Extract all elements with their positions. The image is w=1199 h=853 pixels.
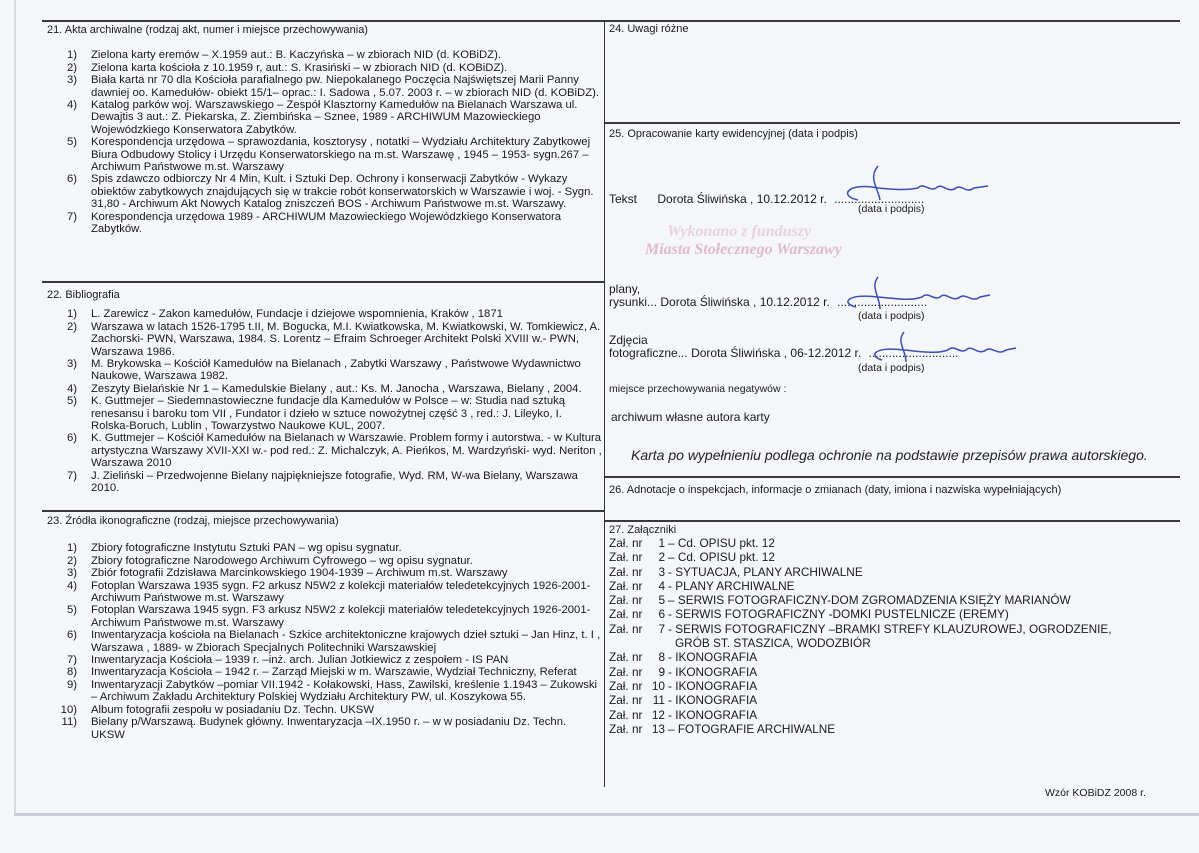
list-item: 3) M. Brykowska – Kościół Kamedułów na Bielanach , Zabytki Warszawy , Państwowe Wydawnictwo Naukowe, Warszawa 1982. [66, 358, 581, 383]
author-date: Dorota Śliwińska , 06-12.2012 r. [691, 346, 862, 360]
attachment-item: Zał. nr 6 - SERWIS FOTOGRAFICZNY -DOMKI PUSTELNICZE (EREMY) [609, 607, 1009, 622]
section-bibliography [47, 289, 602, 495]
list-item: 5) Fotoplan Warszawa 1945 sygn. F3 arkusz N5W2 z kolekcji materiałów teledetekcyjnych 1926-2001- Archiwum Państwowe m.st. Warszawy [66, 604, 591, 629]
attachment-item: Zał. nr 12 - IKONOGRAFIA [609, 707, 758, 722]
list-item: 3) Zbiór fotografii Zdzisława Marcinkowskiego 1904-1939 – Archiwum m.st. Warszawy [66, 567, 508, 580]
attachment-item: Zał. nr 3 - SYTUACJA, PLANY ARCHIWALNE [609, 564, 863, 579]
attachment-item: Zał. nr 8 - IKONOGRAFIA [609, 650, 758, 665]
signature-icon [840, 275, 1000, 315]
attachment-item: Zał. nr 9 - IKONOGRAFIA [609, 664, 758, 679]
list-item: 4) Fotoplan Warszawa 1935 sygn. F2 arkusz N5W2 z kolekcji materiałów teledetekcyjnych 1926-2001- Archiwum Państwowe m.st. Warszawy [66, 579, 591, 605]
section-title: 24. Uwagi różne [609, 23, 689, 35]
divider-25-26 [604, 476, 1180, 478]
list-item: 7) Korespondencja urzędowa 1989 - ARCHIWUM Mazowieckiego Wojewódzkiego Konserwatora Zabytków. [66, 210, 562, 236]
section-inspections [609, 484, 1061, 496]
list-item: 2) Zbiory fotograficzne Narodowego Archiwum Cyfrowego – wg opisu sygnatur. [66, 554, 473, 567]
list-item: 2) Zielona karta kościoła z 10.1959 r, aut.: S. Krasiński – w zbiorach NID (d. KOBiDZ). [66, 61, 508, 74]
attachment-item: Zał. nr 1 – Cd. OPISU pkt. 12 [609, 536, 775, 550]
list-item: 5) Korespondencja urzędowa – sprawozdania, kosztorysy , notatki – Wydziału Architektury Zabytkowej Biura Odbudowy Stolicy i Urzędu Konserwatorskiego na m.st. Warszawę , 1945 – 1953- sygn.267 – Archiwum Państwowe m.st. Warszawy [66, 136, 591, 174]
author-date: Dorota Śliwińska , 10.12.2012 r. [657, 192, 827, 206]
attachment-item: Zał. nr 5 – SERWIS FOTOGRAFICZNY-DOM ZGROMADZENIA KSIĘŻY MARIANÓW [609, 593, 1071, 608]
list-item: 6) Inwentaryzacja kościoła na Bielanach - Szkice architektoniczne krajowych dzieł sztuki – Jan Hinz, t. I , Warszawa , 1889- w Zbiorach Specjalnych Politechniki Warszawskiej [66, 629, 601, 654]
signature-caption: (data i podpis) [858, 203, 925, 215]
page-edge [14, 813, 1199, 816]
bibliography-list [47, 308, 602, 494]
section-archival-records [47, 24, 602, 236]
signature-dots: ........................... [868, 346, 959, 360]
section-title: 25. Opracowanie karty ewidencyjnej (data i podpis) [609, 128, 858, 140]
row-label: Tekst [609, 192, 638, 206]
signature-icon [868, 330, 1028, 368]
list-item: 2) Warszawa w latach 1526-1795 t.II, M. Bogucka, M.I. Kwiatkowska, M. Kwiatkowski, W. Tomkiewicz, A. Zachorski- PWN, Warszawa, 1984. S. Lorentz – Efraim Schroeger Architekt Polski XVIII w.- PWN, Warszawa 1986. [66, 320, 601, 358]
section-title: 22. Bibliografia [47, 289, 120, 301]
divider-24-25 [604, 122, 1180, 124]
negatives-label: miejsce przechowywania negatywów : [609, 383, 787, 395]
photos-author-row: Zdjęcia fotograficzne... Dorota Śliwińska , 06-12.2012 r. ........................... [609, 333, 959, 360]
section-title: 27. Załączniki [609, 524, 677, 536]
list-item: 6) Spis zdawczo odbiorczy Nr 4 Min, Kult. i Sztuki Dep. Ochrony i konserwacji Zabytków - Wykazy obiektów zabytkowych znajdujących się w trakcie robót konserwatorskich w Warszawie i woj. - Sygn. 31,80 - Archiwum Akt Nowych Katalog zniszczeń BOS - Archiwum Państwowe m.st. Warszawy. [66, 173, 594, 211]
template-note: Wzór KOBiDZ 2008 r. [1045, 787, 1146, 799]
top-rule [42, 20, 1180, 22]
section-attachments [609, 524, 1112, 736]
section-title: 23. Źródła ikonograficzne (rodzaj, miejsce przechowywania) [47, 515, 339, 527]
attachment-item: Zał. nr 10 - IKONOGRAFIA [609, 678, 758, 693]
list-item: 3) Biała karta nr 70 dla Kościoła parafialnego pw. Niepokalanego Poczęcia Najświętszej Marii Panny dawniej oo. Kamedułów- obiekt 15/1– oprac.: I. Sadowa , 5.07. 2003 r. – w zbiorach NID (d. KOBiDZ). [66, 74, 599, 99]
signature-icon [838, 160, 998, 208]
attachment-item-continuation: GRÓB ST. STASZICA, WODOZBIÓR [675, 636, 871, 651]
list-item: 1) Zbiory fotograficzne Instytutu Sztuki PAN – wg opisu sygnatur. [66, 542, 402, 555]
signature-dots: ........................... [834, 192, 925, 206]
divider-21-22 [42, 281, 605, 283]
signature-caption: (data i podpis) [858, 362, 925, 374]
archival-list [47, 49, 602, 235]
list-item: 8) Inwentaryzacja Kościoła – 1942 r. – Zarząd Miejski w m. Warszawie, Wydział Techniczny, Referat [66, 666, 577, 679]
attachment-item: Zał. nr 11 - IKONOGRAFIA [609, 693, 758, 708]
copyright-note: Karta po wypełnieniu podlega ochronie na podstawie przepisów prawa autorskiego. [631, 447, 1148, 463]
list-item: 10) Album fotografii zespołu w posiadaniu Dz. Techn. UKSW [60, 703, 374, 716]
section-remarks [609, 23, 689, 35]
signature-dots: ........................... [837, 295, 928, 309]
attachment-item: Zał. nr 2 – Cd. OPISU pkt. 12 [609, 550, 775, 565]
iconographic-list [47, 542, 602, 741]
list-item: 9) Inwentaryzacji Zabytków –pomiar VII.1942 - Kołakowski, Hass, Zawilski, kreślenie 1.1943 – Zukowski – Archiwum Zakładu Architektury Polskiej Wydziału Architektury PW, ul. Koszykowa 55. [66, 678, 598, 704]
list-item: 1) Zielona karty eremów – X.1959 aut.: B. Kaczyńska – w zbiorach NID (d. KOBiDZ). [66, 49, 501, 62]
list-item: 1) L. Zarewicz - Zakon kamedułów, Fundacje i dziejowe wspomnienia, Kraków , 1871 [66, 308, 503, 321]
attachment-item: Zał. nr 13 – FOTOGRAFIE ARCHIWALNE [609, 721, 836, 736]
plans-author-row: plany, rysunki... Dorota Śliwińska , 10.12.2012 r. ........................... [609, 282, 928, 309]
list-item: 7) J. Zieliński – Przedwojenne Bielany najpiękniejsze fotografie, Wyd. RM, W-wa Bielany, Warszawa 2010. [66, 469, 578, 495]
list-item: 4) Zeszyty Bielańskie Nr 1 – Kamedulskie Bielany , aut.: Ks. M. Janocha , Warszawa, Bielany , 2004. [66, 382, 582, 395]
attachment-item: Zał. nr 4 - PLANY ARCHIWALNE [609, 578, 795, 593]
list-item: 4) Katalog parków woj. Warszawskiego – Zespół Klasztorny Kamedułów na Bielanach Warszawa ul. Dewajtis 3 aut.: Z. Piekarska, Z. Ziembińska – Sznee, 1989 - ARCHIWUM Mazowieckiego Wojewódzkiego Konserwatora Zabytków. [66, 99, 578, 136]
list-item: 11) Bielany p/Warszawą. Budynek główny. Inwentaryzacja –IX.1950 r. – w w posiadaniu Dz. Techn. UKSW [61, 716, 567, 741]
page-edge [14, 0, 16, 815]
section-title: 21. Akta archiwalne (rodzaj akt, numer i miejsce przechowywania) [47, 24, 368, 36]
list-item: 5) K. Guttmejer – Siedemnastowieczne fundacje dla Kamedułów w Polsce – w: Studia nad sztuką renesansu i baroku tom VII , Fundator i dzieło w sztuce nowożytnej część 3 , red.: J. Lileyko, I. Rolska-Boruch, Lublin , Towarzystwo Naukowe KUL, 2007. [66, 395, 566, 433]
section-iconographic-sources [47, 515, 602, 741]
section-title: 26. Adnotacje o inspekcjach, informacje o zmianach (daty, imiona i nazwiska wypełniających) [609, 484, 1062, 496]
section-card-preparation [609, 128, 858, 140]
funding-stamp: Wykonano z funduszy Miasta Stołecznego Warszawy [645, 223, 842, 258]
signature-caption: (data i podpis) [858, 310, 925, 322]
attachment-item: Zał. nr 7 - SERWIS FOTOGRAFICZNY –BRAMKI STREFY KLAUZUROWEJ, OGRODZENIE, [609, 621, 1112, 636]
list-item: 7) Inwentaryzacja Kościoła – 1939 r. –inż. arch. Julian Jotkiewicz z zespołem - IS PAN [66, 654, 509, 667]
list-item: 6) K. Guttmejer – Kościół Kamedułów na Bielanach w Warszawie. Problem formy i autorstwa. - w Kultura artystyczna Warszawy XVII-XXI w.- pod red.: Z. Michalczyk, A. Pieńkos, M. Wardzyński- wyd. Neriton , Warszawa 2010 [66, 432, 602, 470]
author-date: Dorota Śliwińska , 10.12.2012 r. [660, 295, 830, 309]
column-divider [604, 20, 605, 787]
divider-26-27 [604, 520, 1180, 522]
negatives-value: archiwum własne autora karty [611, 410, 770, 424]
divider-22-23 [42, 510, 605, 512]
